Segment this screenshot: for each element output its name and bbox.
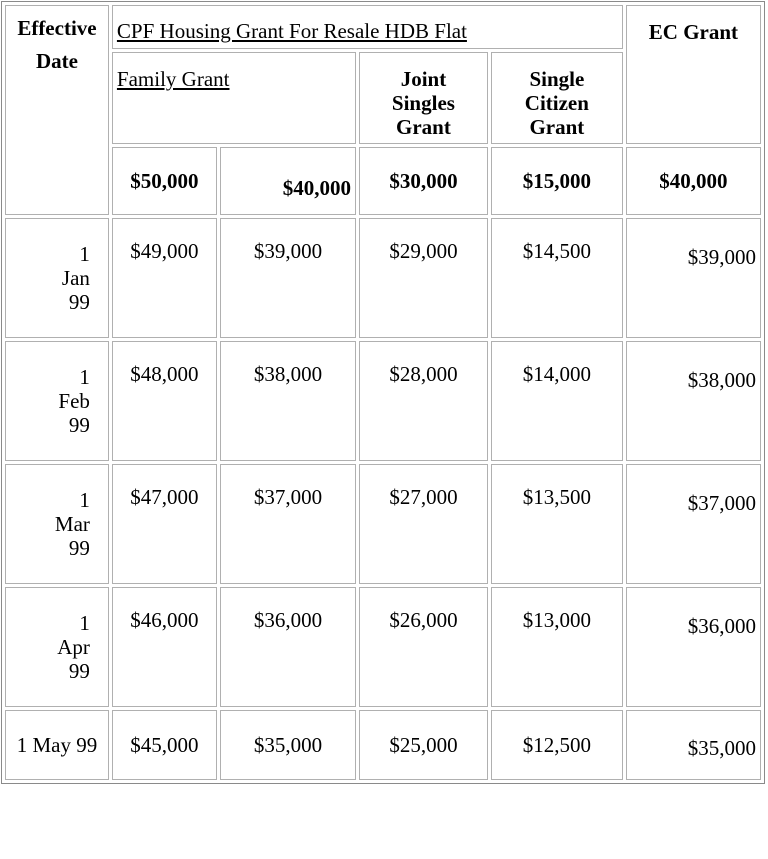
ec-grant-value: $37,000 (626, 464, 761, 584)
joint-singles-line3: Grant (396, 115, 451, 140)
single-citizen-value: $13,000 (491, 587, 623, 707)
family-grant-50k-value: $48,000 (112, 341, 217, 461)
single-citizen-line1: Single (529, 67, 585, 91)
table-row (5, 587, 761, 707)
table-row (5, 464, 761, 584)
family-grant-header-text: Family Grant (116, 67, 230, 91)
base-amount-family-50k: $50,000 (112, 147, 217, 215)
effective-date-cell (5, 341, 109, 461)
effective-header-line2: Date (35, 48, 78, 73)
ec-grant-header: EC Grant (626, 5, 761, 144)
table-row (5, 341, 761, 461)
effective-date-cell (5, 464, 109, 584)
family-grant-40k-value: $35,000 (220, 710, 356, 780)
effective-date-cell: 1 May 99 (5, 710, 109, 780)
date-month: Apr (57, 635, 90, 660)
joint-singles-line2: Singles (391, 91, 455, 116)
joint-singles-line1: Joint (400, 67, 447, 91)
date-month: Mar (54, 512, 90, 537)
base-amount-family-40k: $40,000 (220, 147, 356, 215)
date-year: 99 (68, 413, 90, 438)
table-row (5, 218, 761, 338)
family-grant-40k-value: $38,000 (220, 341, 356, 461)
joint-singles-value: $27,000 (359, 464, 488, 584)
single-citizen-line3: Grant (529, 115, 585, 140)
base-amount-single-citizen: $15,000 (491, 147, 623, 215)
ec-grant-value: $38,000 (626, 341, 761, 461)
family-grant-40k-value: $37,000 (220, 464, 356, 584)
single-citizen-grant-header (491, 52, 623, 144)
effective-header-line1: Effective (17, 16, 97, 40)
joint-singles-value: $29,000 (359, 218, 488, 338)
single-citizen-value: $13,500 (491, 464, 623, 584)
cpf-grant-header-text: CPF Housing Grant For Resale HDB Flat (116, 19, 467, 43)
single-citizen-value: $14,500 (491, 218, 623, 338)
joint-singles-value: $25,000 (359, 710, 488, 780)
family-grant-50k-value: $47,000 (112, 464, 217, 584)
joint-singles-grant-header (359, 52, 488, 144)
single-citizen-value: $12,500 (491, 710, 623, 780)
family-grant-40k-value: $39,000 (220, 218, 356, 338)
cpf-grant-header (112, 5, 623, 49)
single-citizen-line2: Citizen (524, 91, 589, 116)
table-row (5, 710, 761, 780)
date-day: 1 (79, 611, 90, 636)
date-month: Feb (58, 389, 90, 414)
family-grant-50k-value: $46,000 (112, 587, 217, 707)
base-amount-joint-singles: $30,000 (359, 147, 488, 215)
effective-date-cell (5, 218, 109, 338)
date-day: 1 (79, 365, 90, 390)
base-amount-ec: $40,000 (626, 147, 761, 215)
single-citizen-value: $14,000 (491, 341, 623, 461)
date-year: 99 (68, 290, 90, 315)
date-day: 1 (79, 242, 90, 267)
family-grant-header (112, 52, 356, 144)
family-grant-40k-value: $36,000 (220, 587, 356, 707)
joint-singles-value: $28,000 (359, 341, 488, 461)
family-grant-50k-value: $49,000 (112, 218, 217, 338)
effective-date-header (5, 5, 109, 215)
ec-grant-value: $36,000 (626, 587, 761, 707)
joint-singles-value: $26,000 (359, 587, 488, 707)
date-day: 1 (79, 488, 90, 513)
date-month: Jan (61, 266, 90, 291)
date-year: 99 (68, 536, 90, 561)
family-grant-50k-value: $45,000 (112, 710, 217, 780)
effective-date-cell (5, 587, 109, 707)
ec-grant-value: $39,000 (626, 218, 761, 338)
ec-grant-value: $35,000 (626, 710, 761, 780)
housing-grant-table (1, 1, 765, 784)
date-year: 99 (68, 659, 90, 684)
